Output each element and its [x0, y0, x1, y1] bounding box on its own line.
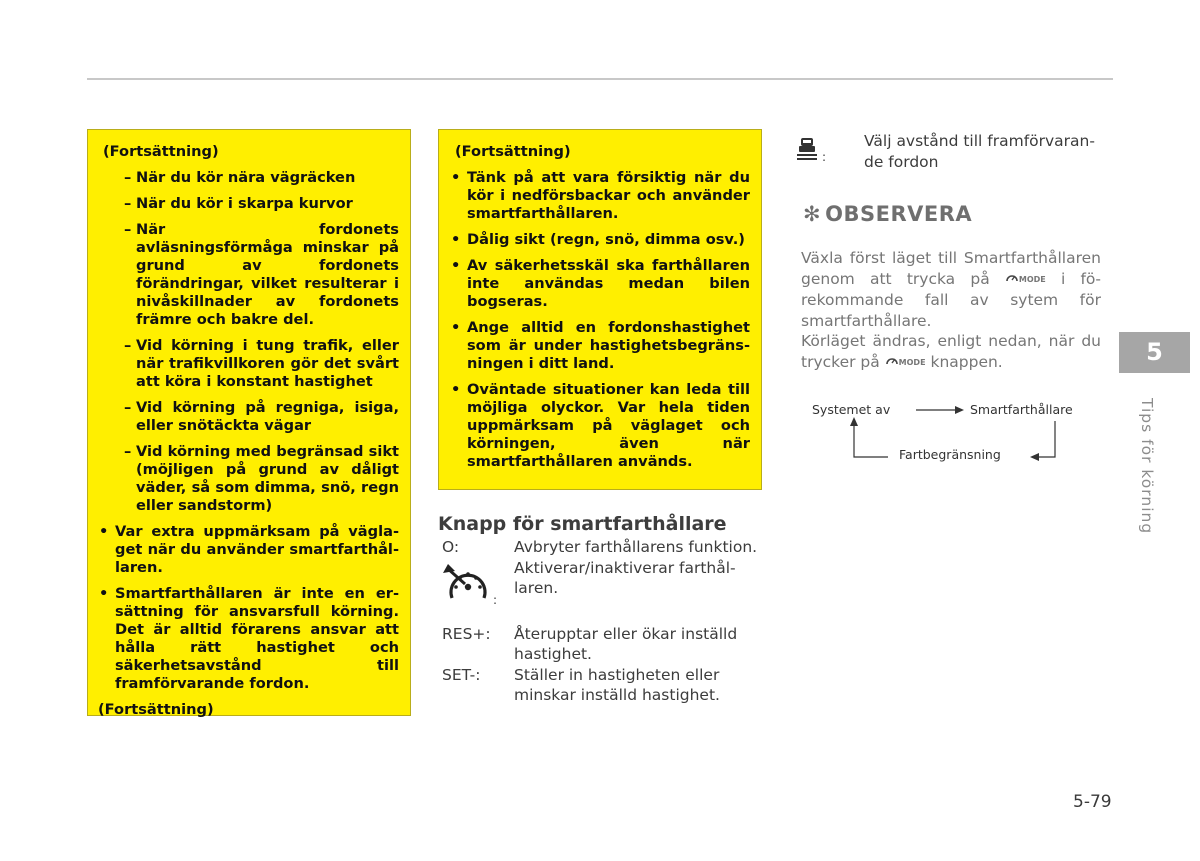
cruise-control-icon: :	[442, 562, 496, 612]
warning-bullet-item: • Tänk på att vara försiktig när du kör i nedförsbackar och använder smartfarthållaren.	[451, 169, 750, 222]
warning-dash-item: – När fordonets avläsningsförmåga minskar på grund av fordonets förändringar, vilket resulterar i nivåskillnader av fordonets främre och bakre del.	[124, 221, 399, 328]
flow-label-smartfarthallare: Smartfarthållare	[970, 402, 1073, 417]
distance-definition	[796, 131, 1102, 172]
warning-box-left	[87, 129, 411, 716]
observera-text	[801, 248, 1101, 373]
chapter-tab: 5	[1119, 332, 1190, 373]
vehicle-distance-icon: :	[796, 137, 818, 167]
warning-bullet-item: • Av säkerhetsskäl ska farthållaren inte användas medan bilen bogseras.	[451, 257, 750, 310]
definition-desc: Återupptar eller ökar inställd hastighet.	[514, 624, 738, 663]
warning-dash-item: – När du kör nära vägräcken	[124, 169, 356, 186]
observera-heading: ✻ OBSERVERA	[803, 202, 973, 226]
flow-label-systemet-av: Systemet av	[812, 402, 891, 417]
definition-term: SET-:	[442, 665, 481, 684]
warning-heading: (Fortsättning)	[455, 143, 571, 160]
definition-term: O:	[442, 538, 460, 556]
drive-mode-icon: MODE	[885, 353, 926, 374]
observera-paragraph: Körläget ändras, enligt nedan, när du trycker på MODE knappen.	[801, 331, 1101, 373]
definition-desc: Avbryter farthållarens funktion.	[514, 538, 758, 556]
warning-bullet-item: • Var extra uppmärksam på väglaget när du använder smartfarthållaren.	[99, 523, 399, 576]
page-number: 5-79	[1073, 792, 1112, 812]
definition-row	[442, 558, 762, 624]
note-star-icon: ✻	[803, 202, 822, 226]
observera-paragraph: Växla först läget till Smartfarthållaren genom att trycka på MODE i förekommande fall av sytem för smartfarthållare.	[801, 249, 1101, 330]
warning-bullet-item: • Oväntade situationer kan leda till möjliga olyckor. Var hela tiden uppmärksam på väglaget och körningen, även när smartfarthållaren används.	[451, 381, 750, 470]
chapter-title-vertical: Tips för körning	[1138, 398, 1156, 535]
definition-desc: Välj avstånd till framförvarande fordon	[864, 132, 1095, 171]
warning-dash-item: – När du kör i skarpa kurvor	[124, 195, 353, 212]
definition-row	[442, 624, 762, 665]
section-heading-knapp: Knapp för smartfarthållare	[438, 513, 727, 535]
warning-bullet-item: • Dålig sikt (regn, snö, dimma osv.)	[451, 231, 745, 248]
warning-bullet-item: • Ange alltid en fordonshastighet som är under hastighetsbegränsningen i ditt land.	[451, 319, 750, 372]
drive-mode-icon: MODE	[1005, 270, 1046, 291]
warning-footer: (Fortsättning)	[98, 701, 214, 718]
definition-desc: Ställer in hastigheten eller minskar inställd hastighet.	[514, 665, 720, 704]
warning-bullet-item: • Smartfarthållaren är inte en ersättning för ansvarsfull körning. Det är alltid förarens ansvar att hålla rätt hastighet och säkerhetsavstånd till framförvarande fordon.	[99, 585, 399, 692]
warning-dash-item: – Vid körning med begränsad sikt (möjligen på grund av dåligt väder, så som dimma, snö, regn eller sandstorm)	[124, 443, 399, 514]
warning-dash-item: – Vid körning i tung trafik, eller när trafikvillkoren gör det svårt att köra i konstant hastighet	[124, 337, 399, 390]
flow-label-fartbegransning: Fartbegränsning	[899, 447, 1001, 462]
definition-row	[442, 537, 762, 558]
definition-term: RES+:	[442, 624, 491, 643]
definition-row	[796, 131, 1102, 172]
definition-row	[442, 665, 762, 706]
warning-heading: (Fortsättning)	[103, 143, 219, 160]
mode-flow-diagram	[806, 395, 1106, 475]
top-rule	[87, 78, 1113, 80]
warning-dash-item: – Vid körning på regniga, isiga, eller snötäckta vägar	[124, 399, 399, 434]
definition-desc: Aktiverar/inaktiverar farthållaren.	[514, 558, 736, 597]
button-definition-list	[442, 537, 762, 706]
warning-box-middle	[438, 129, 762, 490]
